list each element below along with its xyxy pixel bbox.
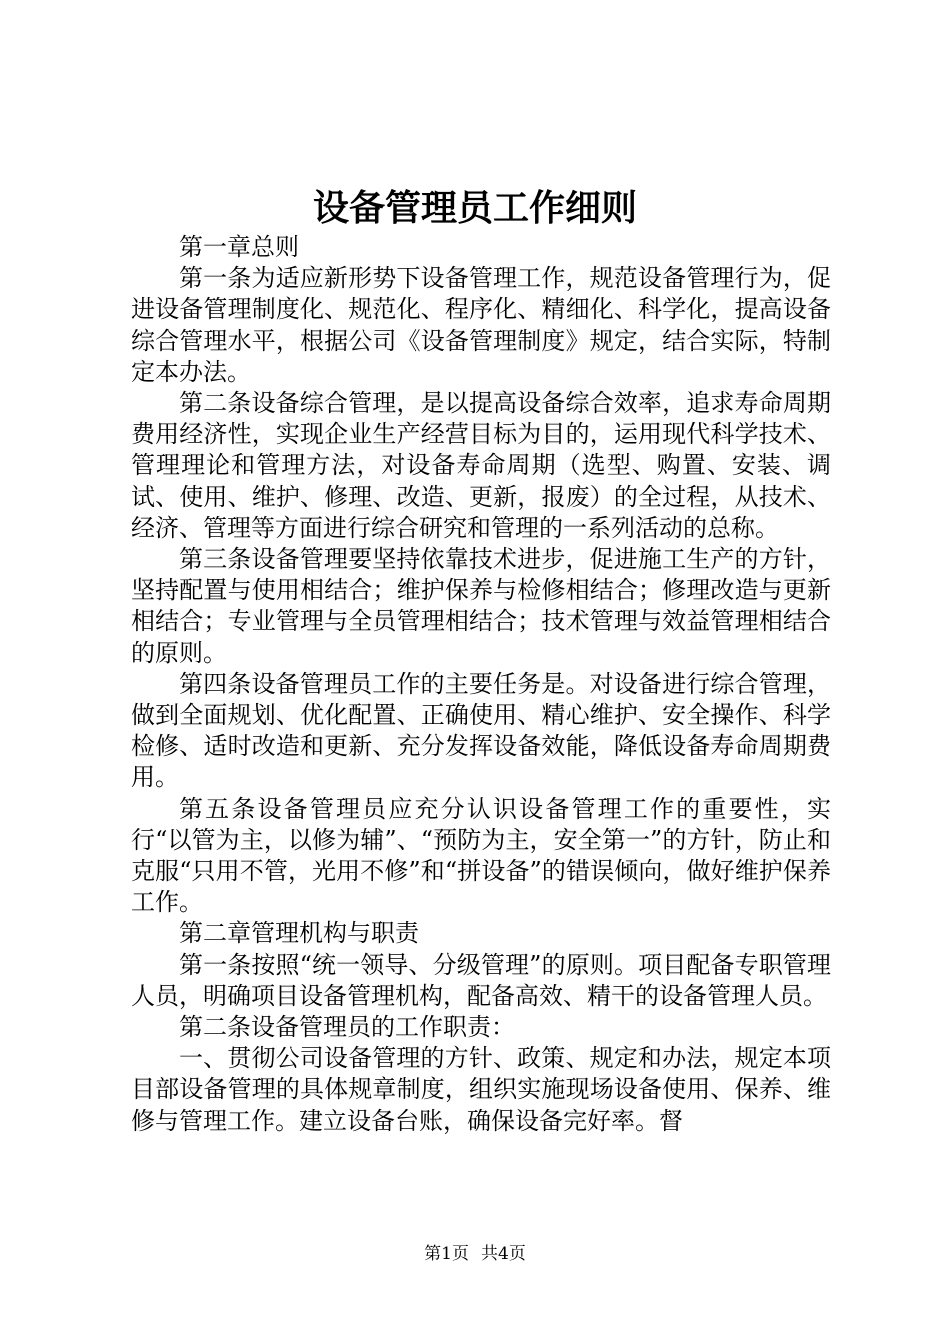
paragraph: 第三条设备管理要坚持依靠技术进步，促进施工生产的方针，坚持配置与使用相结合；维护保养与检修相结合；修理改造与更新相结合；专业管理与全员管理相结合；技术管理与效益管理相结合的原则。 xyxy=(131,545,831,667)
page-total: 共4页 xyxy=(481,1244,526,1264)
paragraph: 第四条设备管理员工作的主要任务是。对设备进行综合管理，做到全面规划、优化配置、正确使用、精心维护、安全操作、科学检修、适时改造和更新、充分发挥设备效能，降低设备寿命周期费用。 xyxy=(131,669,831,792)
document-body xyxy=(131,232,831,1137)
paragraph: 第二条设备管理员的工作职责： xyxy=(179,1013,515,1042)
paragraph: 一、贯彻公司设备管理的方针、政策、规定和办法，规定本项目部设备管理的具体规章制度，组织实施现场设备使用、保养、维修与管理工作。建立设备台账，确保设备完好率。督 xyxy=(131,1044,831,1135)
paragraph: 第二条设备综合管理，是以提高设备综合效率，追求寿命周期费用经济性，实现企业生产经营目标为目的，运用现代科学技术、管理理论和管理方法，对设备寿命周期（选型、购置、安装、调试、使用、维护、修理、改造、更新，报废）的全过程，从技术、经济、管理等方面进行综合研究和管理的一系列活动的总称。 xyxy=(131,389,831,542)
chapter-heading: 第二章管理机构与职责 xyxy=(179,919,419,948)
paragraph: 第一条为适应新形势下设备管理工作，规范设备管理行为，促进设备管理制度化、规范化、程序化、精细化、科学化，提高设备综合管理水平，根据公司《设备管理制度》规定，结合实际，特制定本办法。 xyxy=(131,264,831,386)
chapter-heading: 第一章总则 xyxy=(179,233,299,261)
document-title: 设备管理员工作细则 xyxy=(312,187,637,229)
page-footer xyxy=(0,1242,950,1266)
paragraph: 第五条设备管理员应充分认识设备管理工作的重要性，实行“以管为主，以修为辅”、“预防为主，安全第一”的方针，防止和克服“只用不管，光用不修”和“拼设备”的错误倾向，做好维护保养工作。 xyxy=(131,794,831,917)
page-number: 第1页 xyxy=(424,1244,469,1264)
paragraph: 第一条按照“统一领导、分级管理”的原则。项目配备专职管理人员，明确项目设备管理机构，配备高效、精干的设备管理人员。 xyxy=(131,950,831,1010)
